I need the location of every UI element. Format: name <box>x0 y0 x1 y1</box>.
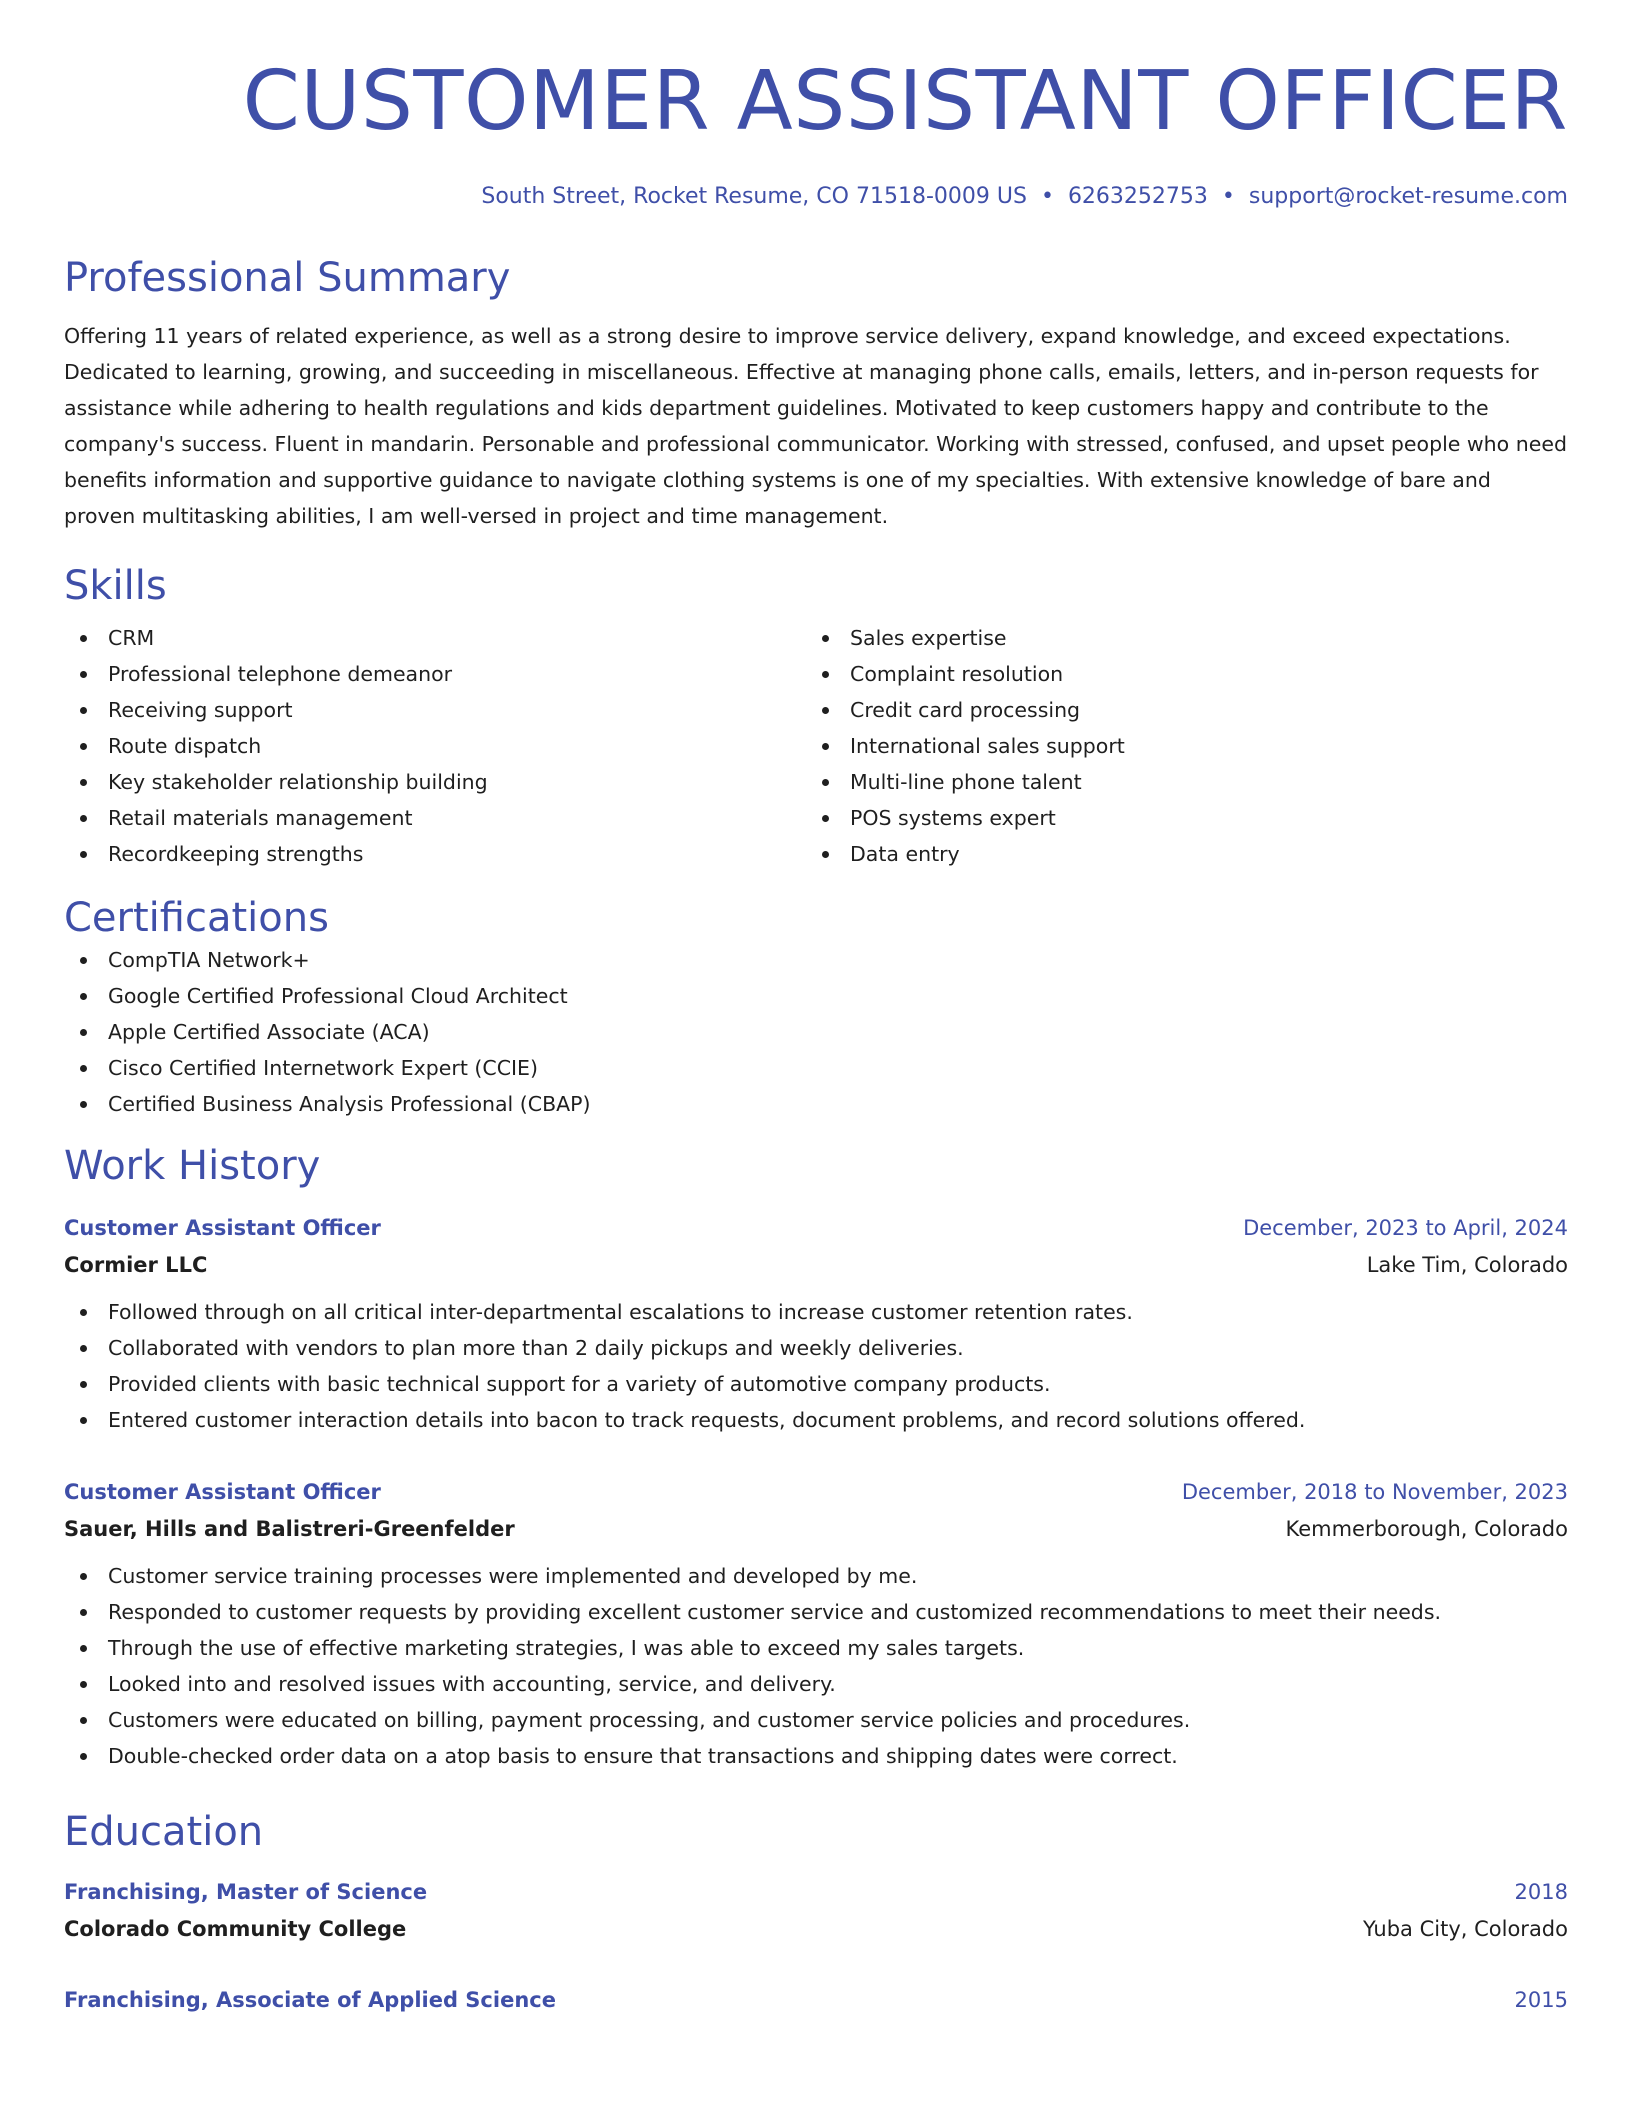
contact-email[interactable]: support@rocket-resume.com <box>1248 184 1568 209</box>
skill-text: Data entry <box>850 842 960 866</box>
education-degree: Franchising, Master of Science <box>64 1880 428 1904</box>
bullet-icon <box>80 993 87 1000</box>
bullet-icon <box>80 671 87 678</box>
bullet-icon <box>80 1717 87 1724</box>
bullet-icon <box>80 1645 87 1652</box>
education-heading: Education <box>64 1809 264 1855</box>
skill-item <box>64 656 806 692</box>
bullet-icon <box>822 851 829 858</box>
work-history-heading: Work History <box>64 1143 321 1189</box>
job-duties-list <box>64 1558 1568 1774</box>
skill-item <box>64 764 806 800</box>
skill-item <box>806 728 1548 764</box>
certification-text: CompTIA Network+ <box>108 948 310 972</box>
contact-separator: • <box>1040 184 1054 209</box>
job-header-row <box>64 1210 1568 1246</box>
job-duty-text: Customer service training processes were implemented and developed by me. <box>108 1564 918 1588</box>
skill-text: Professional telephone demeanor <box>108 662 453 686</box>
skill-text: Route dispatch <box>108 734 262 758</box>
bullet-icon <box>80 1065 87 1072</box>
job-duty-text: Provided clients with basic technical support for a variety of automotive company products. <box>108 1372 1051 1396</box>
certifications-heading: Certifications <box>64 895 329 941</box>
bullet-icon <box>80 743 87 750</box>
job-duty-text: Customers were educated on billing, payment processing, and customer service policies and procedures. <box>108 1708 1191 1732</box>
job-duty-text: Looked into and resolved issues with accounting, service, and delivery. <box>108 1672 836 1696</box>
job-duty <box>64 1666 1568 1702</box>
bullet-icon <box>80 1101 87 1108</box>
resume-page <box>64 0 1568 2018</box>
skill-text: CRM <box>108 626 155 650</box>
skill-text: Receiving support <box>108 698 293 722</box>
job-duty <box>64 1366 1568 1402</box>
summary-text: Offering 11 years of related experience, as well as a strong desire to improve service delivery, expand knowledge, and exceed expectations. Dedicated to learning, growing, and succeeding in miscellaneous. Effective at managing phone calls, emails, letters, and in-person requests for assistance while adhering to health regulations and kids department guidelines. Motivated to keep customers happy and contribute to the company's success. Fluent in mandarin. Personable and professional communicator. Working with stressed, confused, and upset people who need benefits information and supportive guidance to navigate clothing systems is one of my specialties. With extensive knowledge of bare and proven multitasking abilities, I am well-versed in project and time management. <box>64 324 1567 528</box>
bullet-icon <box>80 1381 87 1388</box>
bullet-icon <box>80 635 87 642</box>
job-company-row <box>64 1510 1568 1548</box>
skill-text: Multi-line phone talent <box>850 770 1082 794</box>
bullet-icon <box>80 1309 87 1316</box>
resume-name: CUSTOMER ASSISTANT OFFICER <box>242 54 1568 149</box>
job-duty <box>64 1630 1568 1666</box>
job-location: Kemmerborough, Colorado <box>1285 1517 1568 1541</box>
skill-item <box>806 836 1548 872</box>
education-school: Colorado Community College <box>64 1917 407 1941</box>
skill-text: POS systems expert <box>850 806 1056 830</box>
certification-item <box>64 1014 1568 1050</box>
skill-item <box>64 692 806 728</box>
education-header-row <box>64 1874 1568 1910</box>
bullet-icon <box>80 1753 87 1760</box>
certification-item <box>64 1050 1568 1086</box>
contact-address: South Street, Rocket Resume, CO 71518-0009 US <box>481 184 1027 209</box>
skill-text: International sales support <box>850 734 1125 758</box>
skill-text: Recordkeeping strengths <box>108 842 364 866</box>
skill-text: Complaint resolution <box>850 662 1064 686</box>
certification-item <box>64 942 1568 978</box>
education-year: 2015 <box>1514 1988 1568 2012</box>
education-header-row <box>64 1982 1568 2018</box>
certification-text: Certified Business Analysis Professional (CBAP) <box>108 1092 591 1116</box>
contact-phone: 6263252753 <box>1067 184 1208 209</box>
contact-line <box>64 182 1568 212</box>
bullet-icon <box>80 1573 87 1580</box>
skill-text: Credit card processing <box>850 698 1081 722</box>
bullet-icon <box>822 635 829 642</box>
summary-heading: Professional Summary <box>64 255 511 301</box>
job-location: Lake Tim, Colorado <box>1366 1253 1568 1277</box>
job-title: Customer Assistant Officer <box>64 1480 381 1504</box>
skill-item <box>64 800 806 836</box>
bullet-icon <box>80 957 87 964</box>
bullet-icon <box>80 707 87 714</box>
job-dates: December, 2023 to April, 2024 <box>1243 1216 1568 1240</box>
job-duty-text: Entered customer interaction details into bacon to track requests, document problems, and record solutions offered. <box>108 1408 1306 1432</box>
job-company-row <box>64 1246 1568 1284</box>
job-duty <box>64 1594 1568 1630</box>
skill-item <box>806 800 1548 836</box>
job-duty-text: Responded to customer requests by providing excellent customer service and customized recommendations to meet their needs. <box>108 1600 1442 1624</box>
bullet-icon <box>822 743 829 750</box>
job-entry <box>64 1474 1568 1774</box>
skills-left-list <box>64 620 806 872</box>
skill-text: Key stakeholder relationship building <box>108 770 488 794</box>
skills-right-list <box>806 620 1548 872</box>
bullet-icon <box>80 779 87 786</box>
job-company: Cormier LLC <box>64 1253 208 1277</box>
job-company: Sauer, Hills and Balistreri-Greenfelder <box>64 1517 515 1541</box>
skill-item <box>806 656 1548 692</box>
skill-item <box>806 764 1548 800</box>
job-duty-text: Collaborated with vendors to plan more than 2 daily pickups and weekly deliveries. <box>108 1336 964 1360</box>
job-duty <box>64 1702 1568 1738</box>
bullet-icon <box>822 779 829 786</box>
certification-text: Google Certified Professional Cloud Architect <box>108 984 568 1008</box>
education-degree: Franchising, Associate of Applied Science <box>64 1988 556 2012</box>
bullet-icon <box>822 671 829 678</box>
bullet-icon <box>80 851 87 858</box>
job-duty <box>64 1558 1568 1594</box>
bullet-icon <box>80 1609 87 1616</box>
skill-item <box>806 620 1548 656</box>
education-year: 2018 <box>1514 1880 1568 1904</box>
bullet-icon <box>822 707 829 714</box>
job-duty-text: Through the use of effective marketing strategies, I was able to exceed my sales targets. <box>108 1636 1025 1660</box>
job-duty <box>64 1402 1568 1438</box>
job-duty-text: Double-checked order data on a atop basis to ensure that transactions and shipping dates were correct. <box>108 1744 1178 1768</box>
job-duty-text: Followed through on all critical inter-departmental escalations to increase customer retention rates. <box>108 1300 1133 1324</box>
certifications-list <box>64 942 1568 1122</box>
education-school-row <box>64 1910 1568 1948</box>
job-dates: December, 2018 to November, 2023 <box>1181 1480 1568 1504</box>
bullet-icon <box>80 1345 87 1352</box>
skill-text: Retail materials management <box>108 806 413 830</box>
certification-text: Cisco Certified Internetwork Expert (CCIE) <box>108 1056 538 1080</box>
job-duty <box>64 1330 1568 1366</box>
bullet-icon <box>80 1029 87 1036</box>
bullet-icon <box>80 1681 87 1688</box>
bullet-icon <box>822 815 829 822</box>
bullet-icon <box>80 1417 87 1424</box>
skills-grid <box>64 620 1568 872</box>
bullet-icon <box>80 815 87 822</box>
skill-item <box>64 620 806 656</box>
job-duties-list <box>64 1294 1568 1438</box>
education-location: Yuba City, Colorado <box>1363 1917 1568 1941</box>
skill-text: Sales expertise <box>850 626 1007 650</box>
contact-separator: • <box>1221 184 1235 209</box>
skill-item <box>806 692 1548 728</box>
certification-text: Apple Certified Associate (ACA) <box>108 1020 430 1044</box>
job-duty <box>64 1738 1568 1774</box>
skill-item <box>64 836 806 872</box>
skill-item <box>64 728 806 764</box>
job-entry <box>64 1210 1568 1438</box>
job-title: Customer Assistant Officer <box>64 1216 381 1240</box>
certification-item <box>64 1086 1568 1122</box>
certification-item <box>64 978 1568 1014</box>
job-duty <box>64 1294 1568 1330</box>
education-entry <box>64 1874 1568 1948</box>
skills-heading: Skills <box>64 563 167 609</box>
job-header-row <box>64 1474 1568 1510</box>
education-entry <box>64 1982 1568 2018</box>
